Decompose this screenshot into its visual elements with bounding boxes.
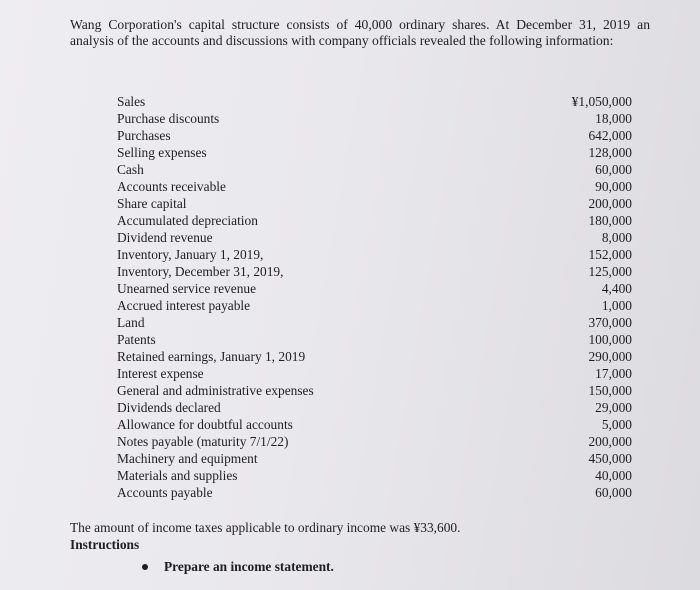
account-label: Inventory, December 31, 2019,	[117, 264, 284, 279]
account-amount: 17,000	[595, 366, 632, 381]
intro-paragraph: Wang Corporation's capital structure consists of 40,000 ordinary shares. At December 31, 2019 an analysis of the accounts and discussions with company officials revealed the following information:	[70, 17, 650, 48]
account-label: Patents	[117, 332, 156, 347]
account-label: Dividends declared	[117, 400, 221, 415]
account-label: Accumulated depreciation	[117, 213, 258, 228]
account-amount: 1,000	[601, 298, 632, 313]
account-row	[117, 450, 632, 467]
account-amount: 128,000	[588, 145, 632, 160]
account-amount: 180,000	[588, 213, 632, 228]
account-row	[117, 484, 632, 501]
account-amount: 200,000	[588, 434, 632, 449]
account-amount: 642,000	[588, 128, 632, 143]
account-label: Sales	[117, 94, 146, 109]
account-label: Allowance for doubtful accounts	[117, 417, 293, 432]
account-amount: 40,000	[595, 468, 632, 483]
account-row	[117, 382, 632, 399]
account-row	[117, 399, 632, 416]
account-label: Purchases	[117, 128, 171, 143]
account-label: Selling expenses	[117, 145, 207, 160]
account-row	[117, 195, 632, 212]
account-amount: 100,000	[588, 332, 632, 347]
account-label: Inventory, January 1, 2019,	[117, 247, 264, 262]
account-label: Retained earnings, January 1, 2019	[117, 349, 306, 364]
account-row	[117, 144, 632, 161]
account-row	[117, 314, 632, 331]
account-row	[117, 416, 632, 433]
account-row	[117, 110, 632, 127]
account-label: Interest expense	[117, 366, 204, 381]
instruction-text: Prepare an income statement.	[164, 559, 334, 574]
account-label: Materials and supplies	[117, 468, 238, 483]
account-label: General and administrative expenses	[117, 383, 314, 398]
account-row	[117, 433, 632, 450]
instruction-item	[142, 558, 650, 575]
account-label: Accounts receivable	[117, 179, 226, 194]
account-amount: 5,000	[601, 417, 632, 432]
account-row	[117, 280, 632, 297]
account-amount: 18,000	[595, 111, 632, 126]
account-amount: 29,000	[595, 400, 632, 415]
account-amount: 60,000	[595, 485, 632, 500]
account-label: Accounts payable	[117, 485, 213, 500]
account-label: Notes payable (maturity 7/1/22)	[117, 434, 289, 449]
account-amount: 125,000	[588, 264, 632, 279]
account-amount: 370,000	[588, 315, 632, 330]
account-label: Machinery and equipment	[117, 451, 258, 466]
account-amount: 150,000	[588, 383, 632, 398]
account-label: Dividend revenue	[117, 230, 213, 245]
account-row	[117, 93, 632, 110]
account-row	[117, 348, 632, 365]
account-label: Land	[117, 315, 145, 330]
account-amount: 60,000	[595, 162, 632, 177]
account-row	[117, 263, 632, 280]
instructions-heading: Instructions	[70, 537, 140, 552]
tax-note: The amount of income taxes applicable to ordinary income was ¥33,600.	[70, 520, 461, 535]
account-label: Purchase discounts	[117, 111, 220, 126]
account-row	[117, 246, 632, 263]
account-row	[117, 365, 632, 382]
account-row	[117, 297, 632, 314]
account-label: Accrued interest payable	[117, 298, 251, 313]
account-row	[117, 178, 632, 195]
account-amount: 290,000	[588, 349, 632, 364]
account-label: Unearned service revenue	[117, 281, 257, 296]
account-row	[117, 161, 632, 178]
account-label: Share capital	[117, 196, 187, 211]
account-row	[117, 229, 632, 246]
account-amount: 8,000	[601, 230, 632, 245]
footer	[70, 519, 650, 575]
account-row	[117, 467, 632, 484]
account-amount: 152,000	[588, 247, 632, 262]
account-amount: 200,000	[588, 196, 632, 211]
account-list	[117, 93, 632, 501]
account-amount: 90,000	[595, 179, 632, 194]
bullet-icon	[142, 564, 148, 570]
account-row	[117, 331, 632, 348]
account-row	[117, 127, 632, 144]
account-amount: ¥1,050,000	[571, 94, 632, 109]
account-amount: 4,400	[601, 281, 632, 296]
account-amount: 450,000	[588, 451, 632, 466]
account-row	[117, 212, 632, 229]
account-label: Cash	[117, 162, 144, 177]
